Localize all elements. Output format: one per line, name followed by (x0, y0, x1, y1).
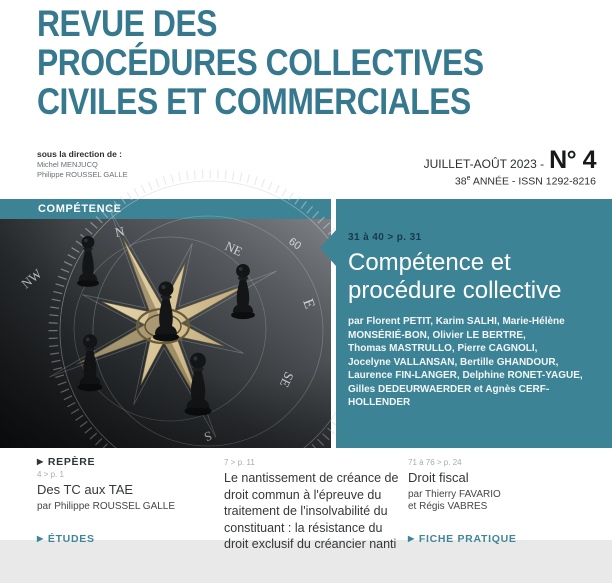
toc-byline-3-line2: et Régis VABRES (408, 501, 488, 512)
issue-year: 38 (454, 175, 467, 188)
authors-line2: MONSÉRIÉ-BON, Olivier LE BERTRE, (348, 329, 526, 341)
toc-column-droit-fiscal (408, 456, 598, 545)
rubric-fiche-pratique (408, 533, 517, 583)
authors-line1: par Florent PETIT, Karim SALHI, Marie-Hélène (348, 316, 565, 327)
feature-pages-range: 31 à 40 > p. 31 (348, 232, 422, 243)
rubric-repere (37, 456, 212, 468)
rubric-etudes (37, 533, 95, 583)
feature-authors (348, 315, 600, 410)
panel-chevron-left-icon (320, 230, 336, 266)
authors-line5: Laurence FIN-LANGER, Delphine RONET-YAGUE, (348, 370, 583, 381)
section-banner-right (336, 199, 612, 219)
section-banner-left (0, 199, 331, 219)
direction-label: sous la direction de : (37, 149, 123, 159)
section-banner-label: COMPÉTENCE (38, 203, 122, 215)
journal-title-line1: REVUE DES (37, 3, 218, 44)
authors-line3: Thomas MASTRULLO, Pierre CAGNOLI, (348, 343, 538, 354)
feature-title-line1: Compétence et (348, 249, 511, 276)
issue-year-sup: e (466, 175, 471, 182)
toc-ref-3: 71 à 76 > p. 24 (408, 458, 462, 467)
rubric-etudes-label: ÉTUDES (47, 533, 95, 545)
toc-title-2-line5: droit exclusif du créancier nanti (224, 537, 397, 551)
cover-photo (0, 219, 331, 448)
issue-date-line (424, 146, 596, 175)
authors-line4: Jocelyne VALLANSAN, Bertille GHANDOUR, (348, 356, 559, 368)
triangle-icon: ▶ (37, 534, 44, 543)
director-1: Michel MENJUCQ (37, 160, 98, 169)
authors-line6: Gilles DEDEURWAERDER et Agnès CERF-HOLLENDER (348, 383, 550, 408)
director-2: Philippe ROUSSEL GALLE (37, 170, 128, 179)
issue-info (424, 146, 596, 188)
direction-block (37, 149, 128, 180)
toc-column-repere (37, 456, 212, 545)
toc-byline-3 (408, 489, 598, 513)
toc-title-2-line3: traitement de l'insolvabilité du (224, 504, 388, 518)
toc-title-2-line2: droit commun à l'épreuve du (224, 487, 382, 502)
toc-title-2 (224, 470, 402, 553)
feature-title (348, 249, 600, 305)
journal-title-line2: PROCÉDURES COLLECTIVES (37, 42, 484, 83)
issue-issn: ANNÉE - ISSN 1292-8216 (472, 175, 596, 188)
journal-title-line3: CIVILES ET COMMERCIALES (37, 81, 471, 122)
issue-number: N° 4 (549, 146, 596, 174)
toc-title-2-line1: Le nantissement de créance de (224, 471, 399, 485)
toc-footer (0, 448, 612, 551)
triangle-icon: ▶ (408, 534, 415, 543)
toc-title-1: Des TC aux TAE (37, 482, 134, 497)
issue-year-issn (424, 175, 596, 188)
rubric-repere-label: REPÈRE (47, 456, 96, 468)
triangle-icon: ▶ (37, 457, 44, 466)
journal-title (37, 4, 484, 121)
compass-illustration (0, 219, 331, 448)
toc-byline-3-line1: par Thierry FAVARIO (408, 489, 501, 500)
feature-title-line2: procédure collective (348, 277, 562, 304)
rubric-fiche-pratique-label: FICHE PRATIQUE (418, 533, 517, 545)
toc-title-3: Droit fiscal (408, 470, 469, 485)
photo-vignette (0, 219, 331, 448)
toc-column-middle (224, 456, 402, 553)
toc-ref-1: 4 > p. 1 (37, 470, 64, 479)
toc-ref-2: 7 > p. 11 (224, 458, 255, 467)
toc-title-2-line4: constituant : la résistance du (224, 520, 383, 535)
toc-byline-1: par Philippe ROUSSEL GALLE (37, 501, 176, 512)
feature-panel (336, 219, 612, 448)
issue-date: JUILLET-AOÛT 2023 - (423, 157, 545, 171)
